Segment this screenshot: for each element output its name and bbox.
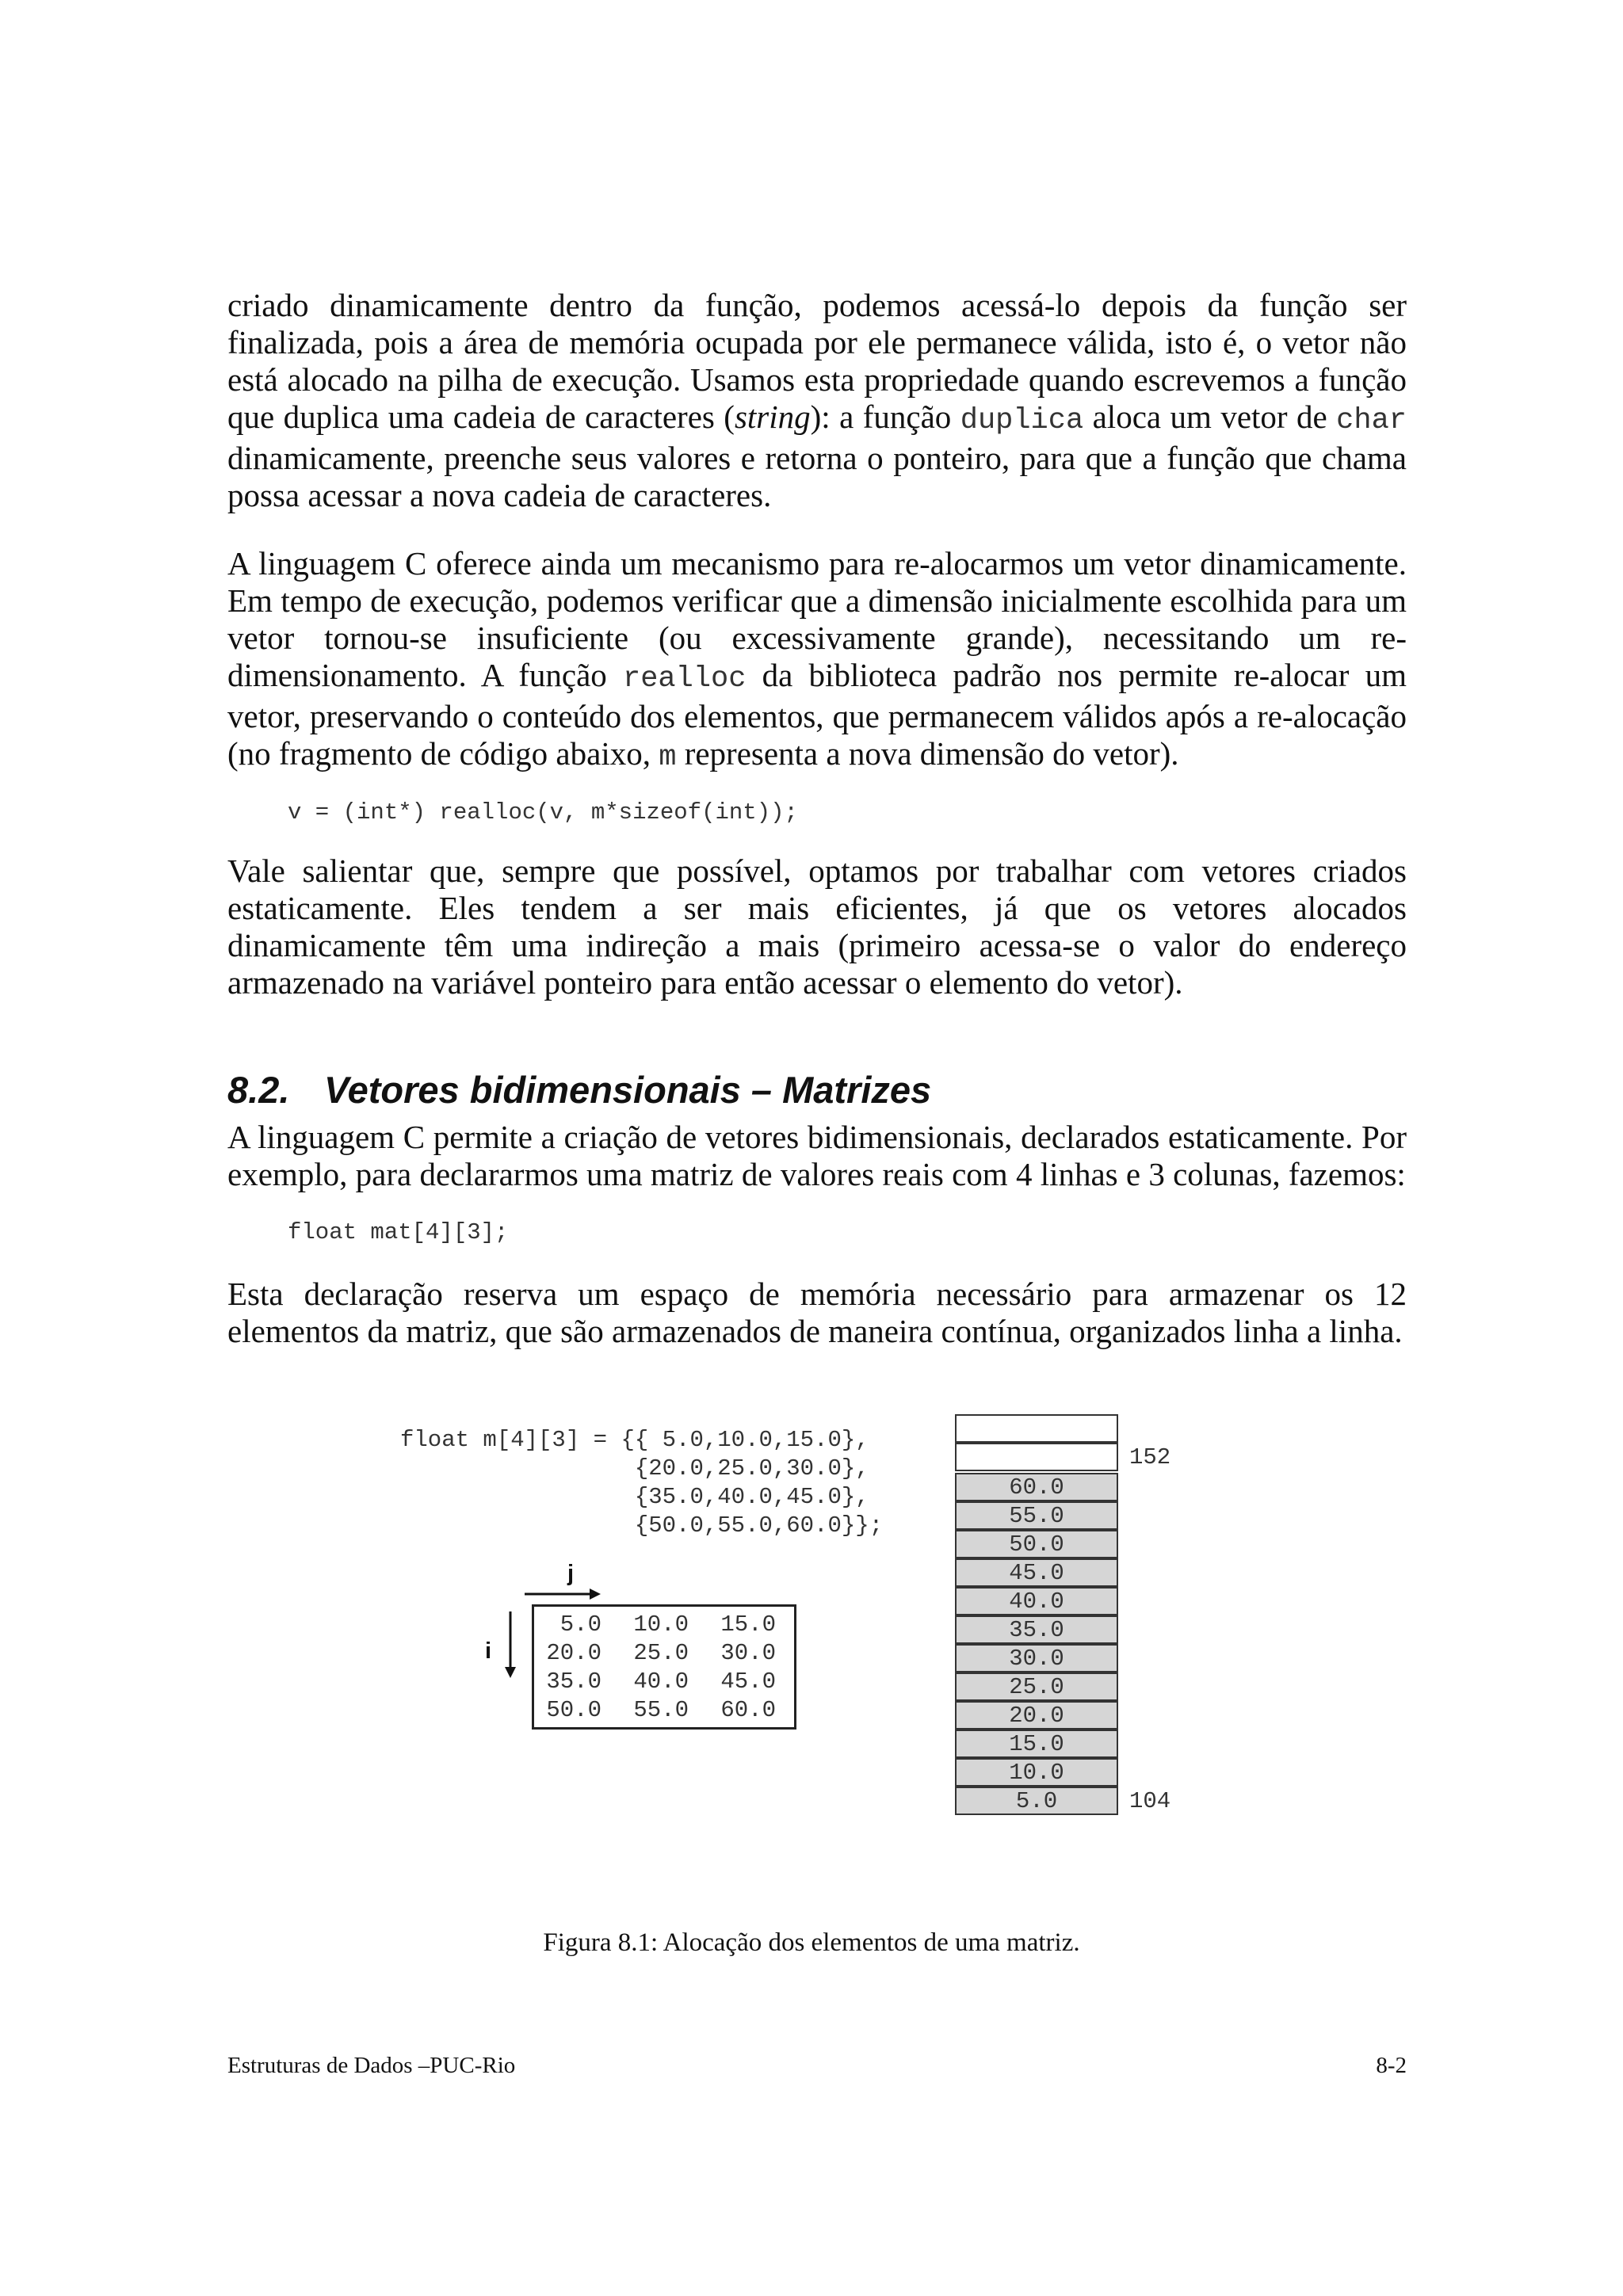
figure-caption: Figura 8.1: Alocação dos elementos de uma matriz. [543, 1928, 1080, 1957]
address-label-top: 152 [1129, 1444, 1171, 1470]
memory-cell: 20.0 [955, 1701, 1118, 1730]
memory-cell: 35.0 [955, 1615, 1118, 1644]
matrix-cell: 15.0 [720, 1611, 776, 1638]
code-matrix-decl: float mat[4][3]; [288, 1219, 509, 1245]
axis-label-j: j [567, 1561, 575, 1586]
text-span: aloca um vetor de [1083, 399, 1337, 435]
memory-cell-empty [955, 1443, 1118, 1471]
inline-code-realloc: realloc [623, 662, 747, 696]
section-number: 8.2. [227, 1069, 290, 1111]
memory-cell: 25.0 [955, 1672, 1118, 1701]
memory-cell: 60.0 [955, 1473, 1118, 1501]
matrix-cell: 10.0 [633, 1611, 689, 1638]
paragraph-dynamic-vector [227, 287, 1407, 514]
matrix-cell: 25.0 [633, 1640, 689, 1666]
inline-code-duplica: duplica [960, 404, 1084, 437]
code-line: {20.0,25.0,30.0}, [400, 1455, 869, 1482]
matrix-cell: 30.0 [720, 1640, 776, 1666]
memory-cell-empty [955, 1414, 1118, 1443]
text-span: criado dinamicamente dentro da função, podemos acessá-lo depois da função ser finalizada, pois a área de memória ocupada por ele permanece válida, isto é, o vetor não está alocado na pilha de execução. Usamos esta propriedade quando escrevemos a função que duplica uma cadeia de caracteres ( [227, 287, 1407, 435]
paragraph-matrix-intro: A linguagem C permite a criação de vetores bidimensionais, declarados estaticamente. Por exemplo, para declararmos uma matriz de valores reais com 4 linhas e 3 colunas, fazemos: [227, 1119, 1407, 1192]
figure-init-code [400, 1426, 883, 1540]
text-span: representa a nova dimensão do vetor). [676, 735, 1179, 772]
matrix-row [546, 1696, 776, 1725]
matrix-grid [532, 1604, 796, 1730]
matrix-allocation-figure [0, 1402, 1623, 1846]
code-line: {50.0,55.0,60.0}}; [400, 1512, 884, 1539]
matrix-row [546, 1611, 776, 1639]
arrow-down-icon [502, 1610, 518, 1680]
matrix-cell: 40.0 [633, 1669, 689, 1695]
code-realloc: v = (int*) realloc(v, m*sizeof(int)); [288, 799, 798, 826]
matrix-cell: 35.0 [546, 1669, 601, 1695]
section-title: Vetores bidimensionais – Matrizes [324, 1069, 932, 1111]
matrix-cell: 50.0 [546, 1697, 601, 1723]
italic-term: string [734, 399, 811, 435]
inline-code-m: m [659, 741, 677, 774]
address-label-bottom: 104 [1129, 1788, 1171, 1814]
memory-cell: 15.0 [955, 1730, 1118, 1758]
text-span: dinamicamente, preenche seus valores e retorna o ponteiro, para que a função que chama possa acessar a nova cadeia de caracteres. [227, 440, 1407, 513]
code-line: float m[4][3] = {{ 5.0,10.0,15.0}, [400, 1427, 869, 1453]
text-span: ): a função [810, 399, 960, 435]
matrix-cell: 5.0 [559, 1611, 601, 1638]
matrix-row [546, 1668, 776, 1696]
footer-left: Estruturas de Dados –PUC-Rio [227, 2053, 516, 2078]
text-span: da biblioteca padrão nos permite re-alocar um vetor, preservando o conteúdo dos elementos, que permanecem válidos após a re-alocação (no fragmento de código abaixo, [227, 657, 1407, 772]
inline-code-char: char [1336, 404, 1407, 437]
matrix-cell: 55.0 [633, 1697, 689, 1723]
paragraph-static-vectors: Vale salientar que, sempre que possível, optamos por trabalhar com vetores criados estaticamente. Eles tendem a ser mais eficientes, já que os vetores alocados dinamicamente têm uma indireção a mais (primeiro acessa-se o valor do endereço armazenado na variável ponteiro para então acessar o elemento do vetor). [227, 852, 1407, 1001]
page-number: 8-2 [1376, 2053, 1407, 2078]
matrix-row [546, 1639, 776, 1668]
memory-cell: 10.0 [955, 1758, 1118, 1787]
memory-cell: 30.0 [955, 1644, 1118, 1672]
matrix-cell: 20.0 [546, 1640, 601, 1666]
memory-cell: 55.0 [955, 1501, 1118, 1530]
memory-cell: 40.0 [955, 1587, 1118, 1615]
text-span: A linguagem C oferece ainda um mecanismo para re-alocarmos um vetor dinamicamente. Em tempo de execução, podemos verificar que a dimensão inicialmente escolhida para um vetor tornou-se insuficiente (ou excessivamente grande), necessitando um re-dimensionamento. A função [227, 545, 1407, 693]
section-heading [227, 1068, 931, 1112]
axis-label-i: i [485, 1638, 492, 1664]
matrix-cell: 45.0 [720, 1669, 776, 1695]
memory-cell: 5.0 [955, 1787, 1118, 1815]
matrix-cell: 60.0 [720, 1697, 776, 1723]
arrow-right-icon [523, 1586, 602, 1602]
memory-cell: 50.0 [955, 1530, 1118, 1558]
paragraph-matrix-storage: Esta declaração reserva um espaço de memória necessário para armazenar os 12 elementos da matriz, que são armazenados de maneira contínua, organizados linha a linha. [227, 1276, 1407, 1349]
paragraph-realloc [227, 545, 1407, 776]
memory-cell: 45.0 [955, 1558, 1118, 1587]
code-line: {35.0,40.0,45.0}, [400, 1484, 869, 1510]
